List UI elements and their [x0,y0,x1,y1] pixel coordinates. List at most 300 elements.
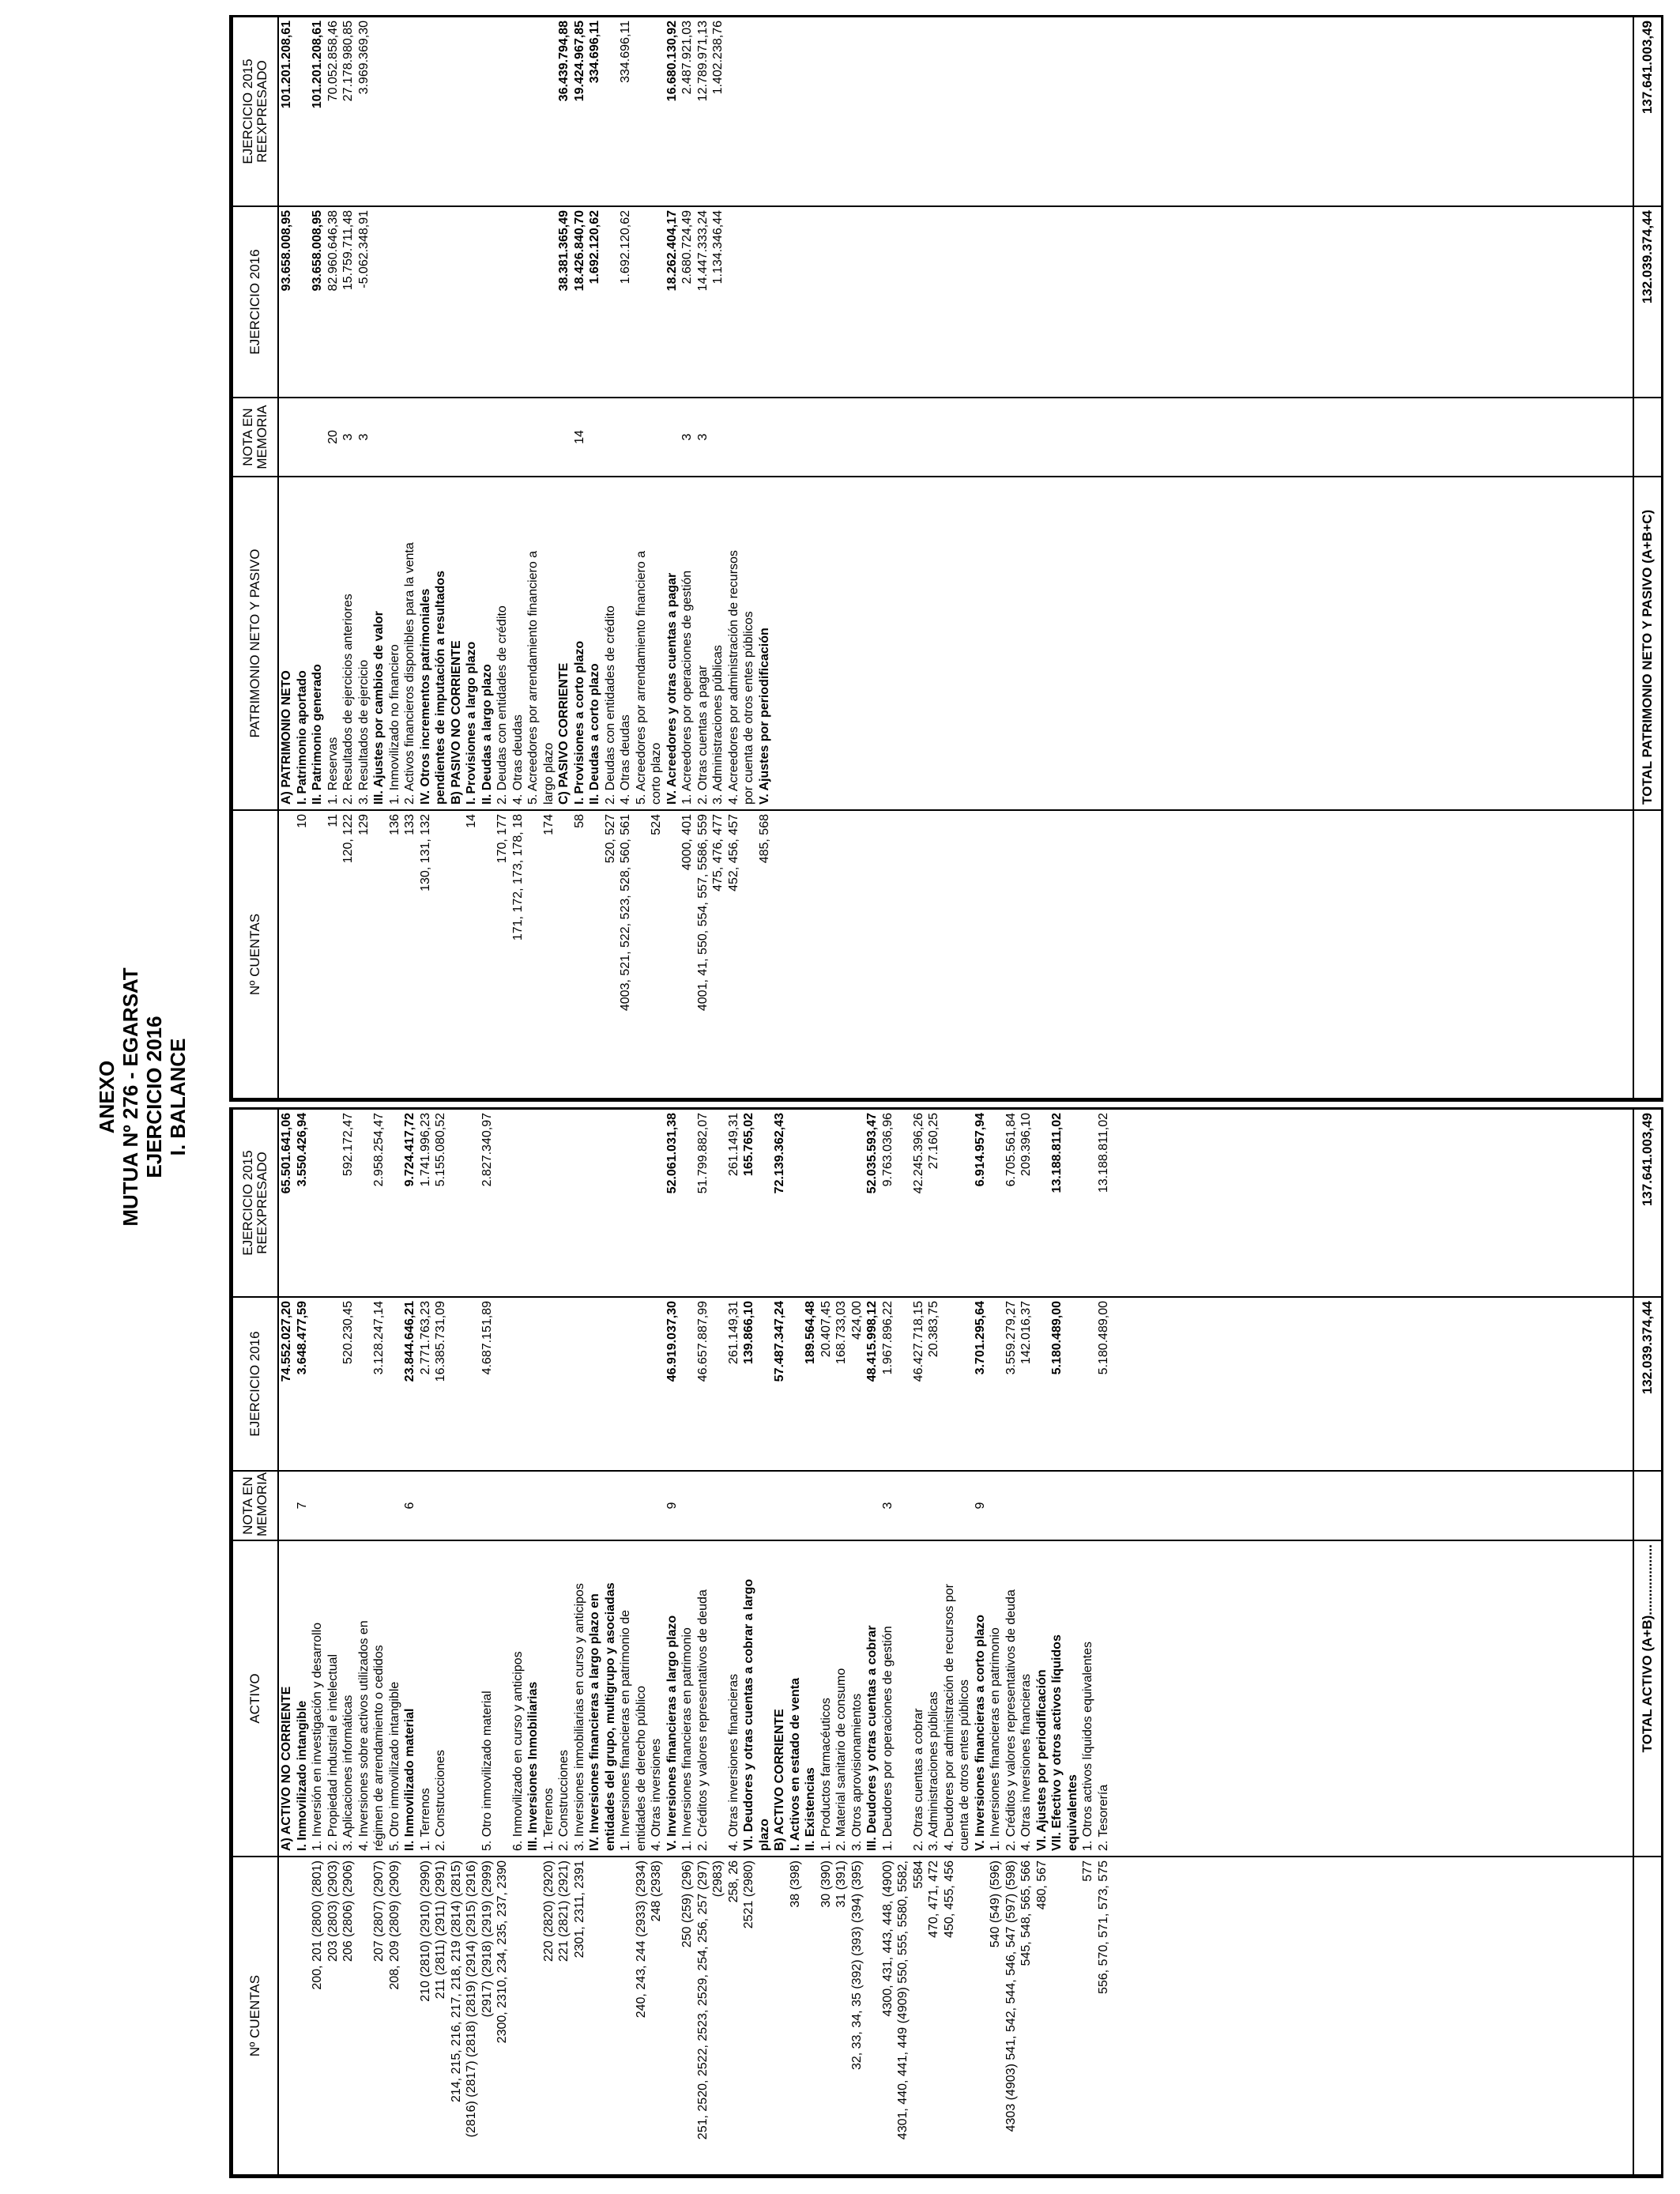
activo-amount-2016-3 [326,1298,341,1470]
activo-concept-35: 1. Productos farmacéuticos [819,1698,833,1851]
activo-concept-12 [464,1541,480,1856]
activo-amount-2016-49 [1034,1298,1050,1470]
pasivo-amount-2015-19: 19.424.967,85 [572,21,586,102]
activo-amount-2016-7 [387,1298,403,1470]
activo-account-numbers-35: 30 (390) [819,1860,833,1908]
activo-amount-2016-6: 3.128.247,14 [372,1301,386,1375]
activo-total-2016: 132.039.374,44 [1633,1297,1661,1471]
activo-concept-47: 2. Créditos y valores representativos de deuda [1004,1589,1018,1851]
activo-account-numbers-39: 4300, 431, 443, 448, (4900) [880,1860,895,2017]
activo-col-concepto: ACTIVO [232,1540,278,1857]
pasivo-account-numbers-4: 120, 122 [341,814,355,864]
activo-concept-26: 1. Inversiones financieras en patrimonio [680,1627,694,1851]
pasivo-concept-12: I. Provisiones a largo plazo [465,641,478,805]
pasivo-note-ref-6 [371,398,387,476]
activo-note-ref-34 [803,1472,819,1540]
activo-amount-2015-24 [649,1110,665,1296]
activo-concept-7: 5. Otro inmovilizado intangible [387,1681,401,1851]
pasivo-amount-2016-28: 1.134.346,44 [711,210,725,285]
activo-account-numbers-9: 210 (2810) (2910) (2990) [418,1860,432,2002]
pasivo-note-ref-28 [710,398,726,476]
activo-note-ref-8: 6 [403,1502,416,1510]
activo-concept-42: 3. Administraciones públicas [927,1691,940,1851]
activo-amount-2016-48: 142.016,37 [1019,1301,1033,1365]
pasivo-note-ref-5: 3 [356,433,371,441]
activo-amount-2015-7 [387,1110,403,1296]
pasivo-concept-29: 4. Acreedores por administración de recursos [726,550,740,805]
activo-note-ref-26 [680,1472,695,1540]
activo-note-ref-45: 9 [973,1502,987,1510]
activo-concept-49: VI. Ajustes por periodificación [1034,1669,1049,1851]
activo-amount-2015-19 [572,1110,588,1296]
pasivo-note-ref-10 [433,398,449,476]
pasivo-amount-2015-12 [464,17,480,205]
pasivo-amount-2016-4: 15.759.711,48 [341,210,355,291]
activo-note-ref-23 [634,1472,650,1540]
pasivo-amount-2015-20: 334.696,11 [588,21,601,84]
pasivo-amount-2015-26: 2.487.921,03 [680,21,694,95]
pasivo-account-numbers-16 [525,811,541,1098]
activo-note-ref-13 [480,1472,495,1540]
pasivo-account-numbers-9: 130, 131, 132 [418,814,432,892]
pasivo-concept-16: 5. Acreedores por arrendamiento financiero a [526,550,540,805]
activo-account-numbers-40: 4301, 440, 441, 449 (4909) 550, 555, 5580, 5582, [896,1860,910,2140]
pasivo-amount-2015-13 [480,17,495,205]
activo-concept-29: 4. Otras inversiones financieras [726,1673,740,1851]
pasivo-amount-2016-3: 82.960.646,38 [326,210,340,292]
pasivo-amount-2016-8 [402,207,418,397]
pasivo-note-ref-12 [464,398,480,476]
pasivo-header-row [232,17,278,1099]
activo-note-ref-7 [387,1472,403,1540]
activo-amount-2015-48: 209.396,10 [1019,1113,1033,1177]
pasivo-account-numbers-10 [433,811,449,1098]
pasivo-note-ref-24 [649,398,665,476]
activo-concept-24: 4. Otras inversiones [650,1738,663,1851]
pasivo-amount-2016-22: 1.692.120,62 [619,210,632,285]
pasivo-note-ref-30 [741,398,757,476]
activo-amount-2016-19 [572,1298,588,1470]
pasivo-amount-2015-5: 3.969.369,30 [356,21,371,95]
pasivo-concept-5: 3. Resultados de ejercicio [356,659,371,805]
activo-note-ref-20 [587,1472,603,1540]
pasivo-concept-24: corto plazo [650,742,663,805]
pasivo-total-2016: 132.039.374,44 [1633,206,1661,398]
activo-amount-2016-35: 20.407,45 [819,1301,833,1358]
activo-account-numbers-43: 450, 455, 456 [942,1860,956,1938]
activo-amount-2015-6: 2.958.254,47 [372,1113,386,1187]
activo-amount-2016-22 [618,1298,634,1470]
pasivo-note-ref-26: 3 [680,433,694,441]
activo-note-ref-15 [510,1472,526,1540]
activo-amount-2016-18 [556,1298,572,1470]
pasivo-cuentas-col [278,810,1633,1099]
activo-concept-37: 3. Otros aprovisionamientos [849,1693,864,1851]
activo-concept-8: II. Inmovilizado material [403,1708,416,1851]
activo-amount-2016-38: 48.415.998,12 [865,1301,879,1382]
activo-amount-2015-18 [556,1110,572,1296]
activo-amount-2016-45: 3.701.295,64 [973,1301,987,1375]
pasivo-concept-4: 2. Resultados de ejercicios anteriores [341,594,355,805]
activo-account-numbers-17: 220 (2820) (2920) [541,1860,556,1962]
pasivo-concept-3: 1. Reservas [326,737,340,805]
pasivo-amount-2016-29 [726,207,742,397]
activo-note-ref-51 [1065,1472,1081,1540]
pasivo-amount-2016-25: 18.262.404,17 [665,210,679,292]
pasivo-note-ref-18 [556,398,572,476]
activo-account-numbers-47: 4303 (4903) 541, 542, 544, 546, 547 (597) (598) [1004,1860,1018,2132]
pasivo-amount-2015-22: 334.696,11 [619,21,632,83]
activo-account-numbers-34 [803,1857,819,2174]
pasivo-account-numbers-22: 4003, 521, 522, 523, 528, 560, 561 [619,814,632,1012]
activo-amount-2016-52 [1080,1298,1096,1470]
activo-concept-43: 4. Deudores por administración de recursos por [942,1584,956,1851]
pasivo-concept-25: IV. Acreedores y otras cuentas a pagar [665,572,679,805]
activo-account-numbers-46: 540 (549) (596) [989,1860,1002,1948]
pasivo-concept-21: 2. Deudas con entidades de crédito [603,605,617,805]
pasivo-amount-2016-1 [295,207,311,397]
activo-amount-2015-38: 52.035.593,47 [865,1113,879,1194]
activo-concept-38: III. Deudores y otras cuentas a cobrar [865,1625,879,1851]
activo-account-numbers-15 [510,1857,526,2174]
activo-amount-2015-32: 72.139.362,43 [773,1113,786,1194]
activo-concept-34: II. Existencias [804,1767,817,1851]
activo-note-ref-27 [695,1472,711,1540]
activo-concept-27: 2. Créditos y valores representativos de deuda [695,1589,710,1851]
activo-note-ref-38 [864,1472,880,1540]
activo-concept-30: VI. Deudores y otras cuentas a cobrar a largo [742,1578,755,1851]
activo-account-numbers-52: 577 [1081,1860,1094,1882]
activo-amount-2015-53: 13.188.811,02 [1096,1113,1110,1193]
activo-account-numbers-19: 2301, 2311, 2391 [572,1860,586,1958]
activo-amount-2015-29: 261.149,31 [726,1113,740,1177]
pasivo-amount-2016-10 [433,207,449,397]
activo-note-ref-39: 3 [880,1502,895,1510]
activo-note-ref-52 [1080,1472,1096,1540]
activo-amount-2015-21 [603,1110,619,1296]
activo-note-ref-18 [556,1472,572,1540]
activo-amount-2015-27: 51.799.882,07 [695,1113,710,1194]
activo-amount-2016-40 [895,1298,911,1470]
activo-note-ref-33 [788,1472,804,1540]
header-line-2: MUTUA Nº 276 - EGARSAT [119,967,142,1227]
activo-account-numbers-51 [1065,1857,1081,2174]
pasivo-account-numbers-21: 520, 527 [603,814,617,864]
activo-amount-2016-51 [1065,1298,1081,1470]
pasivo-account-numbers-29: 452, 456, 457 [726,814,740,892]
header-line-1: ANEXO [95,1060,119,1134]
activo-amount-2015-15 [510,1110,526,1296]
pasivo-amount-2015-11 [449,17,465,205]
activo-concept-19: 3. Inversiones inmobiliarias en curso y anticipos [572,1583,586,1851]
activo-body [278,1109,1633,2175]
pasivo-account-numbers-25 [665,811,680,1098]
activo-amount-2015-43 [942,1110,958,1296]
activo-amount-2016-28 [710,1298,726,1470]
activo-cuentas-col [278,1857,1633,2175]
activo-concept-15: 6. Inmovilizado en curso y anticipos [510,1651,525,1851]
activo-concept-1: I. Inmovilizado intangible [295,1700,309,1851]
pasivo-amount-2015-18: 36.439.794,88 [557,21,571,102]
pasivo-amount-2015-29 [726,17,742,205]
pasivo-amount-2015-3: 70.052.858,46 [326,21,340,102]
pasivo-amount-2015-25: 16.680.130,92 [665,21,679,102]
pasivo-concept-8: 2. Activos financieros disponibles para la venta [403,542,416,805]
pasivo-table [229,15,1663,1102]
pasivo-amount-2015-7 [387,17,403,205]
activo-account-numbers-21 [603,1857,619,2174]
activo-amount-2016-33 [788,1298,804,1470]
activo-amount-2015-11 [449,1110,465,1296]
pasivo-amount-2016-15 [510,207,526,397]
activo-concept-2: 1. Inversión en investigación y desarrollo [311,1622,324,1851]
activo-account-numbers-42: 470, 471, 472 [927,1860,940,1938]
pasivo-concept-6: III. Ajustes por cambios de valor [372,611,386,805]
activo-amount-2015-9: 1.741.996,23 [418,1113,432,1187]
activo-amount-2015-23 [634,1110,650,1296]
activo-note-ref-19 [572,1472,588,1540]
activo-note-ref-53 [1096,1472,1112,1540]
activo-account-numbers-3: 203 (2803) (2903) [326,1860,340,1962]
activo-note-ref-46 [988,1472,1004,1540]
pasivo-amount-2015-30 [741,17,757,205]
pasivo-amount-2016-5: -5.062.348,91 [356,210,371,288]
activo-col-2016: EJERCICIO 2016 [232,1297,278,1471]
activo-amount-2016-16 [525,1298,541,1470]
pasivo-amount-2015-24 [649,17,665,205]
activo-account-numbers-12: (2816) (2817) (2818) (2819) (2914) (2915) (2916) [465,1860,478,2138]
activo-amount-2016-41: 46.427.718,15 [911,1301,925,1382]
activo-amount-2015-4: 592.172,47 [341,1113,355,1177]
activo-account-numbers-32 [772,1857,788,2174]
activo-account-numbers-20 [587,1857,603,2174]
activo-concept-0: A) ACTIVO NO CORRIENTE [280,1686,293,1851]
pasivo-amount-2016-12 [464,207,480,397]
activo-concept-13: 5. Otro inmovilizado material [480,1691,494,1851]
activo-account-numbers-14: 2300, 2310, 234, 235, 237, 2390 [495,1860,509,2044]
activo-account-numbers-1 [295,1857,311,2174]
activo-concept-46: 1. Inversiones financieras en patrimonio [989,1627,1002,1851]
activo-table [229,1107,1663,2178]
activo-account-numbers-0 [279,1857,295,2174]
pasivo-amount-2016-16 [525,207,541,397]
pasivo-amount-2015-31 [757,17,773,205]
pasivo-amount-2016-21 [603,207,619,397]
pasivo-amount-2016-27: 14.447.333,24 [695,210,710,292]
activo-concept-3: 2. Propiedad industrial e intelectual [326,1653,340,1851]
activo-amount-2016-10: 16.385.731,09 [434,1301,447,1382]
pasivo-amount-2016-6 [371,207,387,397]
activo-concept-20: IV. Inversiones financieras a largo plazo en [588,1593,601,1851]
pasivo-amount-2015-2: 101.201.208,61 [311,21,324,109]
pasivo-amount-2016-9 [418,207,434,397]
activo-concept-36: 2. Material sanitario de consumo [834,1668,848,1851]
activo-amount-2015-28 [710,1110,726,1296]
activo-amount-2016-8: 23.844.646,21 [403,1301,416,1382]
activo-account-numbers-29: 258, 26 [726,1860,740,1903]
activo-total-row [1633,1109,1661,2175]
activo-concept-9: 1. Terrenos [418,1788,432,1851]
pasivo-note-ref-15 [510,398,526,476]
pasivo-concept-10: pendientes de imputación a resultados [434,570,447,805]
activo-note-ref-17 [541,1472,557,1540]
activo-note-ref-0 [279,1472,295,1540]
activo-amount-2016-47: 3.559.279,27 [1004,1301,1018,1375]
activo-amount-2016-31 [757,1298,773,1470]
activo-amount-2015-20 [587,1110,603,1296]
activo-concept-25: V. Inversiones financieras a largo plazo [665,1615,679,1851]
pasivo-amount-2015-0: 101.201.208,61 [280,21,293,109]
pasivo-amount-2016-14 [495,207,510,397]
activo-note-ref-40 [895,1472,911,1540]
activo-account-numbers-10: 211 (2811) (2911) (2991) [434,1860,447,2000]
activo-note-ref-24 [649,1472,665,1540]
activo-2016-col [278,1297,1633,1471]
pasivo-amount-2016-26: 2.680.724,49 [680,210,694,285]
pasivo-note-ref-19: 14 [572,430,586,444]
activo-concepto-col [278,1540,1633,1857]
activo-account-numbers-16 [525,1857,541,2174]
pasivo-amount-2016-30 [741,207,757,397]
activo-note-ref-49 [1034,1472,1050,1540]
activo-note-ref-16 [525,1472,541,1540]
pasivo-body [278,17,1633,1099]
pasivo-amount-2015-10 [433,17,449,205]
activo-account-numbers-45 [973,1857,989,2174]
activo-amount-2015-22 [618,1110,634,1296]
pasivo-concept-19: I. Provisiones a corto plazo [572,640,586,805]
activo-note-ref-1: 7 [295,1502,309,1510]
activo-concept-18: 2. Construcciones [557,1749,571,1851]
activo-amount-2015-26 [680,1110,695,1296]
activo-amount-2015-52 [1080,1110,1096,1296]
activo-note-ref-5 [356,1472,372,1540]
pasivo-amount-2015-16 [525,17,541,205]
activo-concept-10: 2. Construcciones [434,1749,447,1851]
pasivo-account-numbers-0 [279,811,295,1098]
activo-amount-2015-46 [988,1110,1004,1296]
pasivo-amount-2016-31 [757,207,773,397]
pasivo-amount-2015-6 [371,17,387,205]
header-line-4: I. BALANCE [166,1038,190,1156]
pasivo-account-numbers-23 [634,811,650,1098]
activo-account-numbers-22 [618,1857,634,2174]
activo-amount-2015-51 [1065,1110,1081,1296]
activo-note-ref-37 [849,1472,865,1540]
pasivo-account-numbers-5: 129 [356,814,371,835]
activo-account-numbers-2: 200, 201 (2800) (2801) [311,1860,324,1990]
activo-concept-31: plazo [757,1819,771,1851]
pasivo-note-ref-17 [541,398,557,476]
activo-note-ref-25: 9 [665,1502,679,1510]
activo-account-numbers-4: 206 (2806) (2906) [341,1860,355,1962]
pasivo-concept-18: C) PASIVO CORRIENTE [557,662,571,805]
activo-amount-2015-13: 2.827.340,97 [480,1113,494,1187]
activo-amount-2016-24 [649,1298,665,1470]
pasivo-account-numbers-7: 136 [387,814,401,835]
pasivo-amount-2016-20: 1.692.120,62 [588,210,601,285]
pasivo-note-ref-21 [603,398,619,476]
activo-account-numbers-26: 250 (259) (296) [680,1860,694,1948]
activo-note-ref-41 [911,1472,927,1540]
pasivo-concept-15: 4. Otras deudas [510,714,525,805]
activo-account-numbers-27: 251, 2520, 2522, 2523, 2529, 254, 256, 257 (297) [695,1860,710,2140]
pasivo-note-ref-16 [525,398,541,476]
activo-col-2015: EJERCICIO 2015 REEXPRESADO [232,1109,278,1297]
activo-concept-6: régimen de arrendamiento o cedidos [372,1645,386,1851]
activo-total-label: TOTAL ACTIVO (A+B)................... [1633,1540,1661,1857]
activo-col-nota: NOTA EN MEMORIA [232,1471,278,1540]
activo-account-numbers-49: 480, 567 [1034,1860,1049,1910]
activo-note-ref-28 [710,1472,726,1540]
pasivo-note-ref-8 [402,398,418,476]
pasivo-concept-26: 1. Acreedores por operaciones de gestión [680,570,694,805]
pasivo-amount-2015-17 [541,17,557,205]
pasivo-account-numbers-30 [741,811,757,1098]
pasivo-account-numbers-20 [587,811,603,1098]
pasivo-amount-2016-11 [449,207,465,397]
pasivo-amount-2015-27: 12.789.971,13 [695,21,710,102]
pasivo-note-ref-25 [665,398,680,476]
activo-concept-17: 1. Terrenos [541,1788,556,1851]
activo-account-numbers-30: 2521 (2980) [742,1860,755,1929]
pasivo-account-numbers-13 [480,811,495,1098]
activo-concept-51: equivalentes [1065,1774,1079,1851]
activo-amount-2016-21 [603,1298,619,1470]
pasivo-amount-2016-18: 38.381.365,49 [557,210,571,292]
pasivo-col-cuentas: Nº CUENTAS [232,810,278,1099]
pasivo-account-numbers-6 [371,811,387,1098]
activo-concept-28 [710,1541,726,1856]
activo-note-ref-22 [618,1472,634,1540]
activo-concept-50: VII. Efectivo y otros activos líquidos [1050,1634,1064,1851]
activo-amount-2016-23 [634,1298,650,1470]
pasivo-note-ref-20 [587,398,603,476]
activo-amount-2015-10: 5.155.080,52 [434,1113,447,1187]
pasivo-note-ref-13 [480,398,495,476]
pasivo-concept-1: I. Patrimonio aportado [295,670,309,805]
activo-amount-2015-30: 165.765,02 [742,1113,755,1177]
pasivo-amount-2016-7 [387,207,403,397]
activo-amount-2016-9: 2.771.763,23 [418,1301,432,1375]
pasivo-note-ref-9 [418,398,434,476]
activo-note-ref-11 [449,1472,465,1540]
pasivo-note-ref-31 [757,398,773,476]
activo-amount-2016-17 [541,1298,557,1470]
activo-concept-22: 1. Inversiones financieras en patrimonio de [619,1609,632,1851]
activo-2015-col [278,1109,1633,1297]
pasivo-col-2015: EJERCICIO 2015 REEXPRESADO [232,17,278,206]
pasivo-note-ref-4: 3 [341,433,355,441]
activo-note-ref-35 [819,1472,834,1540]
activo-concept-39: 1. Deudores por operaciones de gestión [880,1626,895,1851]
activo-amount-2016-37: 424,00 [849,1301,864,1340]
pasivo-col-concepto: PATRIMONIO NETO Y PASIVO [232,477,278,810]
activo-amount-2015-47: 6.705.561,84 [1004,1113,1018,1187]
pasivo-concept-0: A) PATRIMONIO NETO [280,670,293,805]
pasivo-col-nota: NOTA EN MEMORIA [232,398,278,477]
pasivo-note-ref-1 [295,398,311,476]
activo-note-ref-47 [1004,1472,1019,1540]
activo-amount-2015-37 [849,1110,865,1296]
activo-amount-2015-45: 6.914.957,94 [973,1113,987,1187]
activo-concept-41: 2. Otras cuentas a cobrar [911,1708,925,1851]
activo-concept-53: 2. Tesorería [1096,1784,1110,1851]
pasivo-account-numbers-17: 174 [541,814,556,835]
activo-note-ref-12 [464,1472,480,1540]
activo-amount-2015-25: 52.061.031,38 [665,1113,679,1194]
activo-amount-2016-50: 5.180.489,00 [1050,1301,1064,1375]
